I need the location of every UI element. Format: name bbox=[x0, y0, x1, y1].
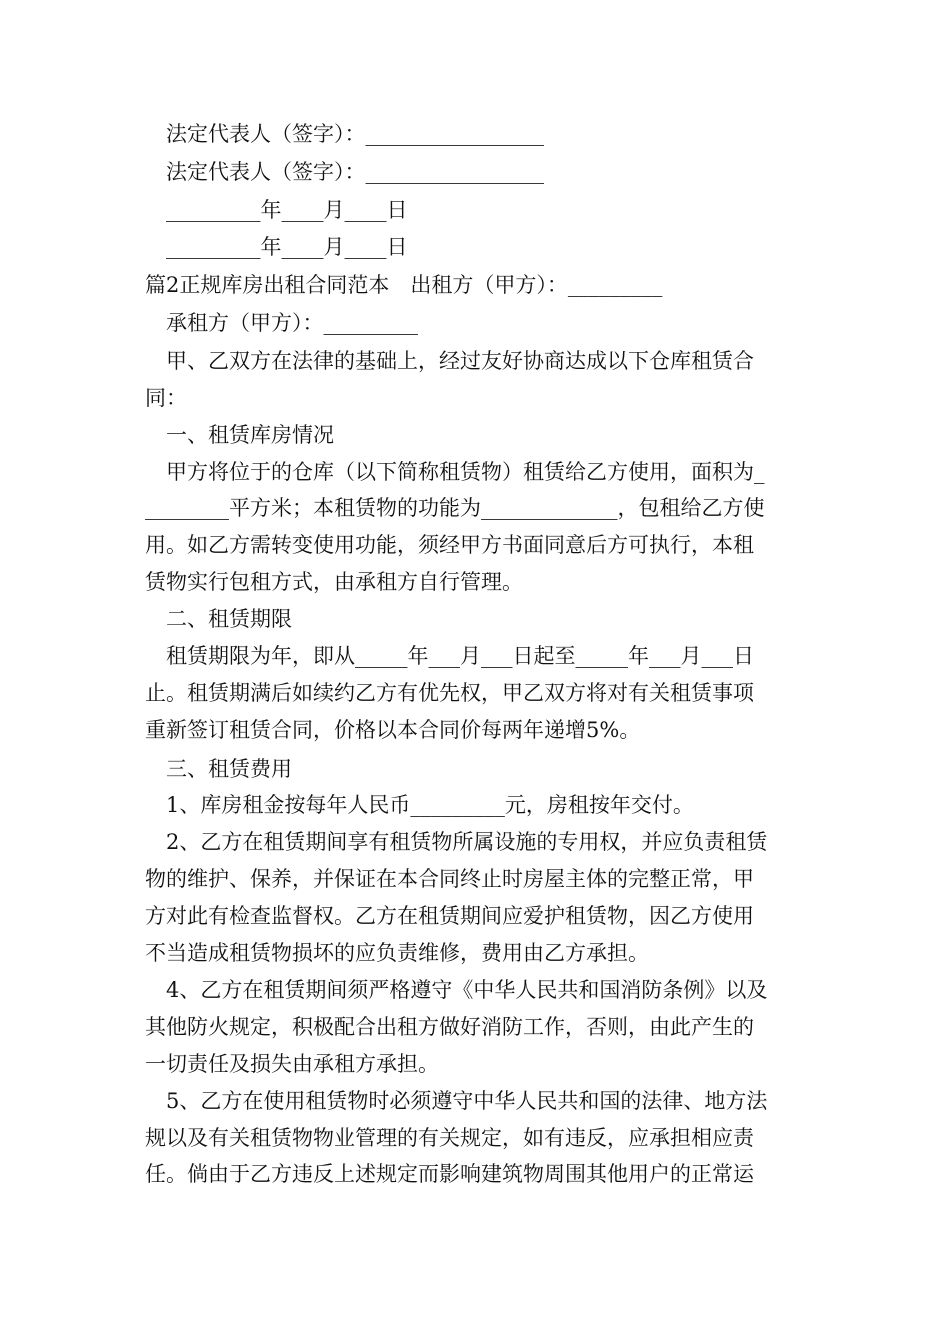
text-line: 不当造成租赁物损坏的应负责维修，费用由乙方承担。 bbox=[145, 941, 649, 965]
text-line: 法定代表人（签字）：_________________ bbox=[145, 122, 544, 146]
text-line: 2、乙方在租赁期间享有租赁物所属设施的专用权，并应负责租赁 bbox=[145, 830, 768, 854]
text-line: 同： bbox=[145, 386, 187, 410]
text-line: 其他防火规定，积极配合出租方做好消防工作，否则，由此产生的 bbox=[145, 1015, 754, 1039]
text-line: 4、乙方在租赁期间须严格遵守《中华人民共和国消防条例》以及 bbox=[145, 978, 768, 1002]
text-line: 赁物实行包租方式，由承租方自行管理。 bbox=[145, 570, 523, 594]
text-line: 止。租赁期满后如续约乙方有优先权，甲乙双方将对有关租赁事项 bbox=[145, 681, 754, 705]
text-line: 任。倘由于乙方违反上述规定而影响建筑物周围其他用户的正常运 bbox=[145, 1162, 754, 1186]
text-line: _________年____月____日 bbox=[145, 235, 408, 259]
text-line: 1、库房租金按每年人民币_________元，房租按年交付。 bbox=[145, 793, 694, 817]
text-line: 物的维护、保养，并保证在本合同终止时房屋主体的完整正常，甲 bbox=[145, 867, 754, 891]
text-line: 租赁期限为年，即从_____年___月___日起至_____年___月___日 bbox=[145, 644, 754, 668]
text-line: 5、乙方在使用租赁物时必须遵守中华人民共和国的法律、地方法 bbox=[145, 1089, 768, 1113]
text-line: 篇2正规库房出租合同范本 出租方（甲方）：_________ bbox=[145, 273, 663, 297]
text-line: 方对此有检查监督权。乙方在租赁期间应爱护租赁物，因乙方使用 bbox=[145, 904, 754, 928]
section-heading: 一、租赁库房情况 bbox=[145, 423, 334, 447]
text-line: 重新签订租赁合同，价格以本合同价每两年递增5%。 bbox=[145, 718, 641, 742]
text-line: ________平方米；本租赁物的功能为_____________，包租给乙方使 bbox=[145, 496, 765, 520]
text-line: 规以及有关租赁物物业管理的有关规定，如有违反，应承担相应责 bbox=[145, 1126, 754, 1150]
text-line: 甲方将位于的仓库（以下简称租赁物）租赁给乙方使用，面积为_ bbox=[145, 460, 765, 484]
section-heading: 三、租赁费用 bbox=[145, 757, 292, 781]
section-heading: 二、租赁期限 bbox=[145, 607, 292, 631]
text-line: 甲、乙双方在法律的基础上，经过友好协商达成以下仓库租赁合 bbox=[145, 349, 754, 373]
text-line: 用。如乙方需转变使用功能，须经甲方书面同意后方可执行，本租 bbox=[145, 533, 754, 557]
text-line: _________年____月____日 bbox=[145, 198, 408, 222]
text-line: 承租方（甲方）：_________ bbox=[145, 311, 418, 335]
text-line: 法定代表人（签字）：_________________ bbox=[145, 160, 544, 184]
text-line: 一切责任及损失由承租方承担。 bbox=[145, 1052, 439, 1076]
